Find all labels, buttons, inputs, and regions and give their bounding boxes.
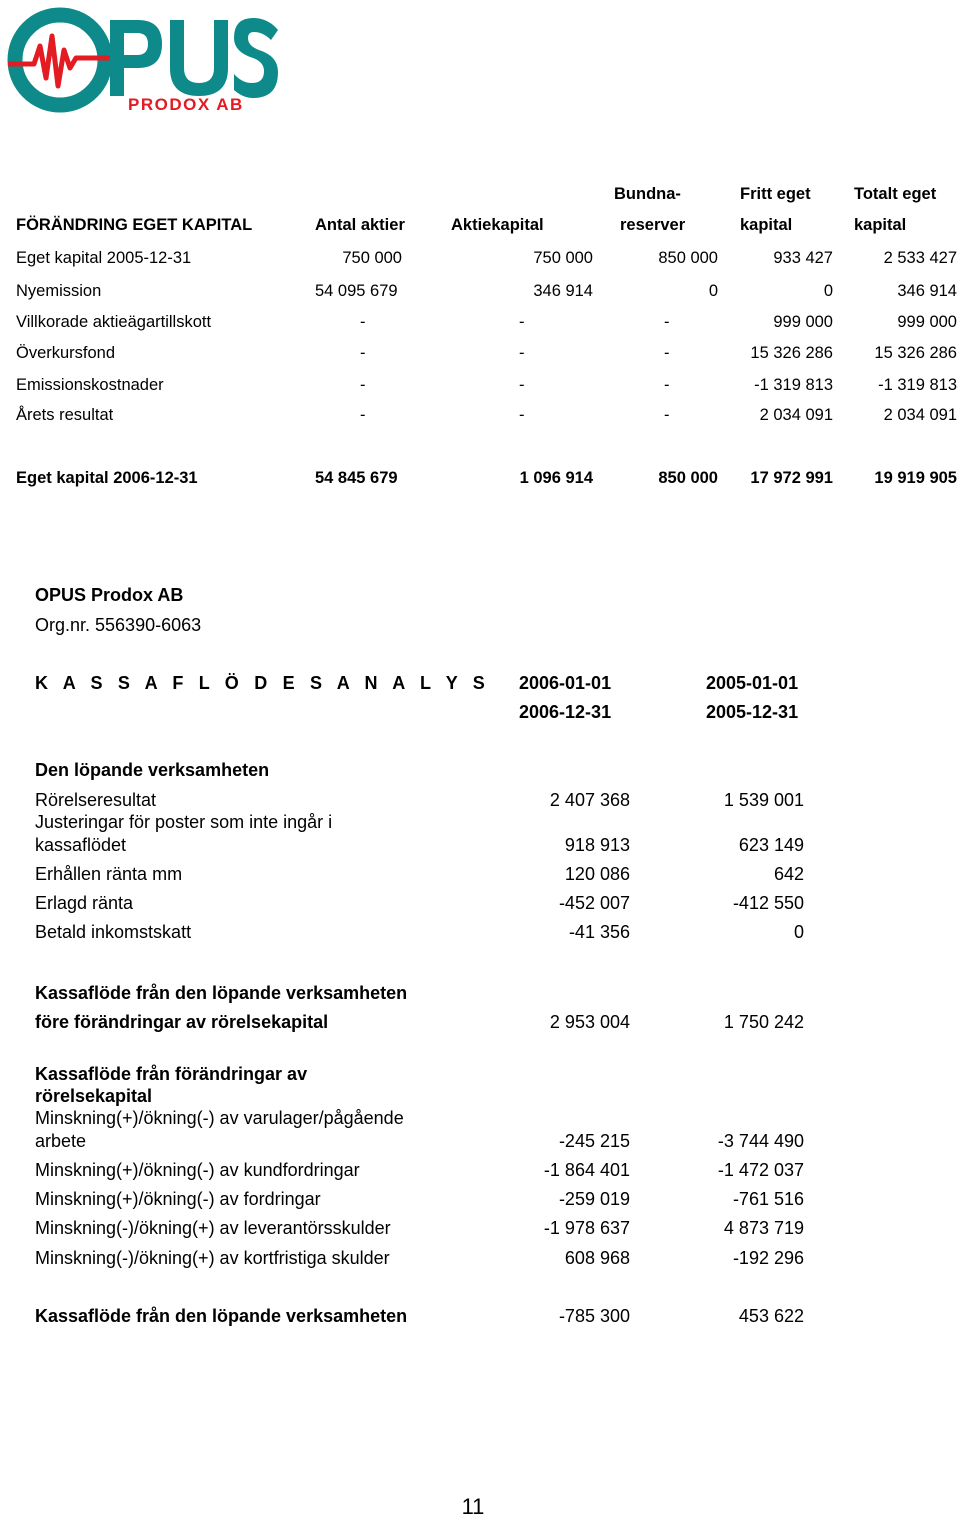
value-2005: 623 149 (738, 835, 804, 855)
company-logo (6, 6, 280, 114)
logo-subtitle: PRODOX AB (128, 95, 244, 114)
col-header-totalt-2: kapital (854, 216, 907, 234)
row-label: Villkorade aktieägartillskott (16, 313, 212, 331)
row-label: Betald inkomstskatt (35, 922, 192, 942)
row-label: Emissionskostnader (16, 376, 164, 394)
cell-totalt: 999 000 (897, 313, 957, 331)
value-2006: 608 968 (564, 1248, 630, 1268)
value-2005: -192 296 (732, 1248, 804, 1268)
value-2005: 0 (793, 922, 804, 942)
col-header-fritt-2: kapital (740, 216, 793, 234)
value-2006: -245 215 (558, 1131, 630, 1151)
row-label: Erlagd ränta (35, 893, 134, 913)
equity-table-title: FÖRÄNDRING EGET KAPITAL (16, 216, 253, 234)
col-header-aktiekapital: Aktiekapital (451, 216, 544, 234)
cell-aktiekapital: 750 000 (533, 249, 593, 267)
value-2006: 120 086 (564, 864, 630, 884)
section-heading: Kassaflöde från förändringar av (35, 1064, 308, 1084)
row-label: Överkursfond (16, 344, 116, 362)
cell-fritt: 15 326 286 (750, 344, 833, 362)
cell-aktiekapital: 346 914 (533, 282, 593, 300)
cell-totalt: 15 326 286 (874, 344, 957, 362)
table-row (0, 249, 960, 271)
subtotal-label: Kassaflöde från den löpande verksamheten (35, 983, 408, 1003)
cell-antal: 54 095 679 (315, 282, 398, 300)
row-label: Eget kapital 2005-12-31 (16, 249, 192, 267)
value-2005: 1 539 001 (723, 790, 804, 810)
table-row (0, 406, 960, 428)
cell-bundna: - (664, 313, 670, 331)
table-row (0, 313, 960, 335)
cell-bundna: - (664, 376, 670, 394)
cell-aktiekapital: - (519, 313, 525, 331)
value-2005: -3 744 490 (717, 1131, 804, 1151)
table-row (0, 376, 960, 398)
row-label: Minskning(+)/ökning(-) av fordringar (35, 1189, 321, 1209)
cell-bundna: 850 000 (658, 249, 718, 267)
total-2006: -785 300 (558, 1306, 630, 1326)
cell-antal: 54 845 679 (315, 469, 398, 487)
value-2006: -41 356 (568, 922, 630, 942)
cell-antal: - (360, 344, 366, 362)
row-label: Minskning(+)/ökning(-) av kundfordringar (35, 1160, 360, 1180)
cell-totalt: 2 034 091 (883, 406, 957, 424)
value-2005: -1 472 037 (717, 1160, 804, 1180)
row-label: Erhållen ränta mm (35, 864, 183, 884)
subtotal-2005: 1 750 242 (723, 1012, 804, 1032)
section-heading-cont: rörelsekapital (35, 1086, 153, 1106)
row-label: Eget kapital 2006-12-31 (16, 469, 198, 487)
col-header-totalt-1: Totalt eget (854, 185, 937, 203)
value-2006: -452 007 (558, 893, 630, 913)
cell-fritt: 17 972 991 (750, 469, 833, 487)
table-row (0, 282, 960, 304)
cell-bundna: 850 000 (658, 469, 718, 487)
cell-aktiekapital: - (519, 406, 525, 424)
cell-antal: 750 000 (342, 249, 402, 267)
row-label: Justeringar för poster som inte ingår i (35, 812, 333, 832)
cell-fritt: 933 427 (773, 249, 833, 267)
col-header-fritt-1: Fritt eget (740, 185, 811, 203)
col-header-bundna-2: reserver (620, 216, 686, 234)
cell-aktiekapital: 1 096 914 (519, 469, 593, 487)
row-label-cont: arbete (35, 1131, 87, 1151)
row-label-cont: kassaflödet (35, 835, 127, 855)
value-2006: 2 407 368 (549, 790, 630, 810)
section-heading: Den löpande verksamheten (35, 760, 270, 780)
value-2005: 642 (773, 864, 804, 884)
company-name: OPUS Prodox AB (35, 585, 184, 605)
cell-antal: - (360, 376, 366, 394)
period1-from: 2006-01-01 (519, 673, 612, 693)
cashflow-title: K A S S A F L Ö D E S A N A L Y S (35, 673, 490, 693)
subtotal-label-cont: före förändringar av rörelsekapital (35, 1012, 329, 1032)
value-2006: 918 913 (564, 835, 630, 855)
cell-fritt: 2 034 091 (759, 406, 833, 424)
cell-bundna: 0 (708, 282, 718, 300)
total-2005: 453 622 (738, 1306, 804, 1326)
page-number: 11 (461, 1494, 485, 1519)
row-label: Årets resultat (16, 406, 114, 424)
total-label: Kassaflöde från den löpande verksamheten (35, 1306, 408, 1326)
value-2005: -412 550 (732, 893, 804, 913)
col-header-antal: Antal aktier (315, 216, 405, 234)
row-label: Minskning(+)/ökning(-) av varulager/pågående (35, 1108, 404, 1128)
cell-antal: - (360, 406, 366, 424)
value-2006: -259 019 (558, 1189, 630, 1209)
period2-to: 2005-12-31 (706, 702, 799, 722)
row-label: Minskning(-)/ökning(+) av leverantörsskulder (35, 1218, 391, 1238)
row-label: Rörelseresultat (35, 790, 157, 810)
value-2006: -1 978 637 (543, 1218, 630, 1238)
cell-aktiekapital: - (519, 376, 525, 394)
subtotal-2006: 2 953 004 (549, 1012, 630, 1032)
table-row (0, 344, 960, 366)
cell-fritt: 0 (823, 282, 833, 300)
col-header-bundna-1: Bundna- (614, 185, 681, 203)
cell-totalt: 19 919 905 (874, 469, 957, 487)
org-number: Org.nr. 556390-6063 (35, 615, 202, 635)
cell-totalt: 346 914 (897, 282, 957, 300)
value-2005: -761 516 (732, 1189, 804, 1209)
value-2005: 4 873 719 (723, 1218, 804, 1238)
row-label: Nyemission (16, 282, 102, 300)
cell-bundna: - (664, 344, 670, 362)
cell-bundna: - (664, 406, 670, 424)
cell-aktiekapital: - (519, 344, 525, 362)
svg-text:PRODOX AB (128, 95, 244, 114)
period1-to: 2006-12-31 (519, 702, 612, 722)
cell-totalt: -1 319 813 (878, 376, 957, 394)
cell-antal: - (360, 313, 366, 331)
cell-totalt: 2 533 427 (883, 249, 957, 267)
row-label: Minskning(-)/ökning(+) av kortfristiga skulder (35, 1248, 390, 1268)
cell-fritt: -1 319 813 (754, 376, 833, 394)
table-total-row (0, 469, 960, 491)
cell-fritt: 999 000 (773, 313, 833, 331)
period2-from: 2005-01-01 (706, 673, 799, 693)
value-2006: -1 864 401 (543, 1160, 630, 1180)
